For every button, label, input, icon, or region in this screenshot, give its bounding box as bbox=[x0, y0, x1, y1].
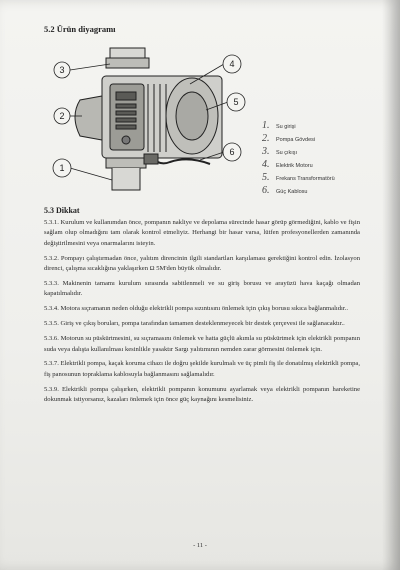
legend-number: 4. bbox=[262, 159, 270, 170]
paragraph: 5.3.7. Elektrikli pompa, kaçak koruma cihazı ile doğru şekilde kurulmalı ve üç pimli fiş ile donatılmış elektrikli pompa, fiş panosunun topraklama kablosuyla bağlanmasını sağlamalıdır. bbox=[44, 360, 360, 378]
caution-text bbox=[44, 218, 360, 410]
legend-item bbox=[262, 159, 392, 172]
paragraph: 5.3.6. Motorun su püskürtmesini, su sıçramasını önlemek ve hatta güçlü akımla su püskürtmek için elektrikli pompanın suda veya dalışta kullanılması kesinlikle yasaktır Sargı yalıtımının nemden zarar görmesini önlemek için. bbox=[44, 335, 360, 353]
paragraph: 5.3.4. Motora sıçramanın neden olduğu elektrikli pompa sızıntısını önlemek için çıkış borusu sıkıca bağlanmalıdır.. bbox=[44, 305, 348, 313]
callout-label-5: 5 bbox=[233, 97, 239, 107]
legend-label: Güç Kablosu bbox=[276, 189, 308, 195]
legend-item bbox=[262, 133, 392, 146]
legend-item bbox=[262, 146, 392, 159]
legend-item bbox=[262, 172, 392, 185]
callout-label-4: 4 bbox=[229, 59, 235, 69]
legend-label: Pompa Gövdesi bbox=[276, 137, 316, 143]
legend-item bbox=[262, 185, 392, 198]
callout-label-6: 6 bbox=[229, 147, 235, 157]
paragraph: 5.3.2. Pompayı çalıştırmadan önce, yalıtım direncinin ilgili standartları karşılaması gerektiğini kontrol edin. İzolasyon direnci, çalışma sıcaklığına yaklaşırken Ω 5M'den büyük olmalıdır. bbox=[44, 254, 360, 273]
legend-number: 3. bbox=[262, 146, 270, 157]
paragraph: 5.3.5. Giriş ve çıkış boruları, pompa tarafından tamamen desteklenmeyecek bir destek çerçevesi ile sağlanacaktır.. bbox=[44, 320, 345, 328]
section-heading-diagram: 5.2 Ürün diyagramı bbox=[44, 24, 116, 34]
legend-number: 2. bbox=[262, 133, 270, 144]
legend-number: 1. bbox=[262, 120, 270, 131]
product-diagram bbox=[40, 40, 270, 210]
pump-illustration bbox=[75, 48, 222, 190]
legend-label: Su girişi bbox=[276, 124, 296, 130]
paragraph: 5.3.3. Makinenin tamamı kurulum sırasında sabitlenmeli ve su giriş borusu ve arayüzü hava kaçağı olmadan kapatılmalıdır. bbox=[44, 280, 360, 298]
legend-label: Frekans Transformatörü bbox=[276, 176, 335, 182]
legend-item bbox=[262, 120, 392, 133]
legend-number: 6. bbox=[262, 185, 270, 196]
callout-label-2: 2 bbox=[59, 111, 65, 121]
page-number: - 11 - bbox=[193, 542, 207, 549]
paragraph: 5.3.1. Kurulum ve kullanımdan önce, pompanın nakliye ve depolama sürecinde hasar görüp görmediğini, kablo ve fişin sağlam olup olmadığını tam olarak kontrol etmeliyiz. Herhangi bir hasar varsa, lütfen profesyonellerden zamanında değiştirilmesini veya onarmalarını isteyin. bbox=[44, 219, 360, 247]
page-shadow bbox=[382, 0, 400, 570]
callout-label-3: 3 bbox=[59, 65, 65, 75]
legend-label: Su çıkışı bbox=[276, 150, 298, 156]
section-heading-caution: 5.3 Dikkat bbox=[44, 206, 80, 215]
paragraph: 5.3.9. Elektrikli pompa çalışırken, elektrikli pompanın konumunu ayarlamak veya elektrikli pompanın hareketine dokunmak istiyorsanız, kazaları önlemek için önce güç kaynağını kesmelisiniz. bbox=[44, 385, 360, 404]
callout-label-1: 1 bbox=[59, 163, 65, 173]
diagram-legend bbox=[262, 120, 392, 198]
legend-number: 5. bbox=[262, 172, 270, 183]
legend-label: Elektrik Motoru bbox=[276, 163, 313, 169]
